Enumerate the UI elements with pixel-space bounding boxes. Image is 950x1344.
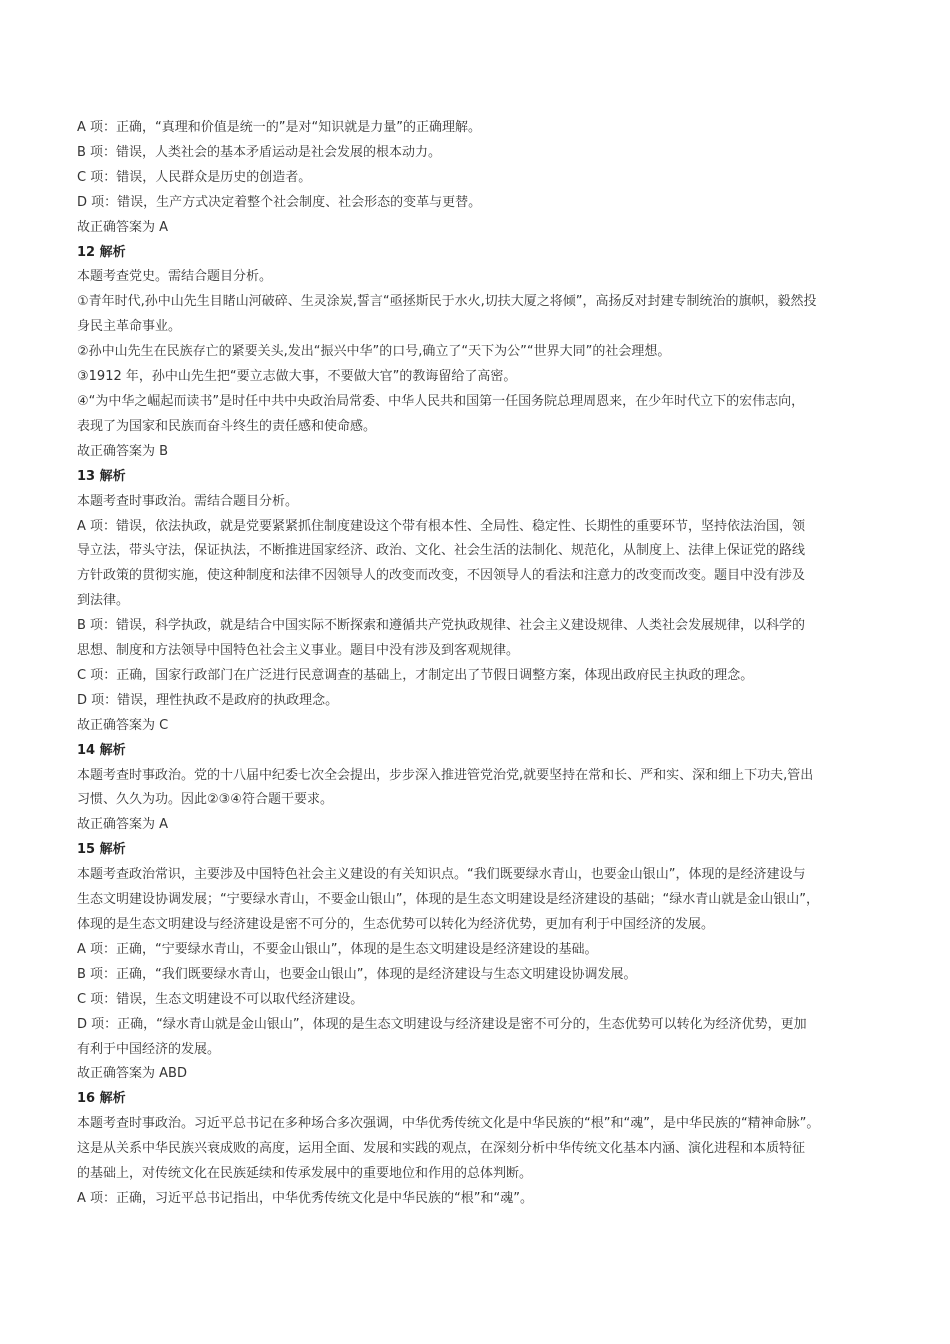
text-line: C 项：错误，生态文明建设不可以取代经济建设。 (77, 991, 364, 1007)
text-line: ②孙中山先生在民族存亡的紧要关头,发出“振兴中华”的口号,确立了“天下为公”“世界大同”的社会理想。 (77, 344, 671, 360)
text-line: 故正确答案为 C (77, 717, 169, 733)
text-line: 思想、制度和方法领导中国特色社会主义事业。题目中没有涉及到客观规律。 (77, 643, 520, 659)
text-line: D 项：错误，理性执政不是政府的执政理念。 (77, 692, 339, 708)
text-line: 故正确答案为 B (77, 443, 169, 459)
text-line: 有利于中国经济的发展。 (77, 1041, 221, 1057)
text-line: C 项：正确，国家行政部门在广泛进行民意调查的基础上，才制定出了节假日调整方案，体现出政府民主执政的理念。 (77, 667, 754, 683)
section-heading: 16 解析 (77, 1091, 126, 1107)
text-line: 本题考查政治常识，主要涉及中国特色社会主义建设的有关知识点。“我们既要绿水青山，也要金山银山”，体现的是经济建设与 (77, 867, 806, 883)
text-line: 方针政策的贯彻实施，使这种制度和法律不因领导人的改变而改变，不因领导人的看法和注意力的改变而改变。题目中没有涉及 (77, 568, 806, 584)
text-line: 本题考查时事政治。需结合题目分析。 (77, 493, 299, 509)
text-line: 体现的是生态文明建设与经济建设是密不可分的，生态优势可以转化为经济优势，更加有利于中国经济的发展。 (77, 917, 715, 932)
text-line: B 项：错误，科学执政，就是结合中国实际不断探索和遵循共产党执政规律、社会主义建设规律、人类社会发展规律，以科学的 (77, 618, 806, 634)
section-heading: 12 解析 (77, 244, 126, 260)
section-heading: 13 解析 (77, 468, 126, 484)
text-line: ④“为中华之崛起而读书”是时任中共中央政治局常委、中华人民共和国第一任国务院总理周恩来，在少年时代立下的宏伟志向， (77, 393, 805, 409)
section-heading: 15 解析 (77, 842, 126, 858)
text-line: 生态文明建设协调发展；“宁要绿水青山，不要金山银山”，体现的是生态文明建设是经济建设的基础；“绿水青山就是金山银山”， (77, 892, 819, 908)
text-line: D 项：正确，“绿水青山就是金山银山”，体现的是生态文明建设与经济建设是密不可分的，生态优势可以转化为经济优势，更加 (77, 1016, 807, 1032)
text-line: 故正确答案为 ABD (77, 1066, 187, 1082)
text-line: ③1912 年，孙中山先生把“要立志做大事，不要做大官”的教诲留给了高密。 (77, 369, 517, 385)
text-line: ①青年时代,孙中山先生目睹山河破碎、生灵涂炭,誓言“亟拯斯民于水火,切扶大厦之将倾”，高扬反对封建专制统治的旗帜，毅然投 (77, 294, 817, 310)
section-heading: 14 解析 (77, 742, 126, 758)
text-line: A 项：正确，“宁要绿水青山，不要金山银山”，体现的是生态文明建设是经济建设的基础。 (77, 941, 598, 957)
document-body (77, 116, 880, 1212)
text-line: 习惯、久久为功。因此②③④符合题干要求。 (77, 792, 333, 808)
text-line: 表现了为国家和民族而奋斗终生的责任感和使命感。 (77, 418, 377, 434)
text-line: 本题考查时事政治。习近平总书记在多种场合多次强调，中华优秀传统文化是中华民族的“根”和“魂”，是中华民族的“精神命脉”。 (77, 1116, 820, 1132)
text-line: 本题考查时事政治。党的十八届中纪委七次全会提出，步步深入推进管党治党,就要坚持在常和长、严和实、深和细上下功夫,管出 (77, 767, 814, 783)
text-line: C 项：错误，人民群众是历史的创造者。 (77, 169, 312, 185)
text-line: B 项：错误，人类社会的基本矛盾运动是社会发展的根本动力。 (77, 144, 442, 160)
text-line: 故正确答案为 A (77, 817, 169, 833)
text-line: 导立法，带头守法，保证执法，不断推进国家经济、政治、文化、社会生活的法制化、规范化，从制度上、法律上保证党的路线 (77, 543, 806, 559)
text-line: 的基础上，对传统文化在民族延续和传承发展中的重要地位和作用的总体判断。 (77, 1166, 533, 1182)
text-line: B 项：正确，“我们既要绿水青山，也要金山银山”，体现的是经济建设与生态文明建设协调发展。 (77, 966, 637, 982)
text-line: D 项：错误，生产方式决定着整个社会制度、社会形态的变革与更替。 (77, 194, 482, 210)
text-line: 到法律。 (77, 593, 130, 609)
text-line: 故正确答案为 A (77, 219, 169, 235)
text-line: 本题考查党史。需结合题目分析。 (77, 269, 273, 285)
text-line: A 项：错误，依法执政，就是党要紧紧抓住制度建设这个带有根本性、全局性、稳定性、长期性的重要环节，坚持依法治国，领 (77, 518, 806, 534)
text-line: A 项：正确，“真理和价值是统一的”是对“知识就是力量”的正确理解。 (77, 120, 481, 135)
text-line: 这是从关系中华民族兴衰成败的高度，运用全面、发展和实践的观点，在深刻分析中华传统文化基本内涵、演化进程和本质特征 (77, 1141, 806, 1157)
text-line: A 项：正确，习近平总书记指出，中华优秀传统文化是中华民族的“根”和“魂”。 (77, 1190, 533, 1206)
text-line: 身民主革命事业。 (77, 319, 182, 335)
